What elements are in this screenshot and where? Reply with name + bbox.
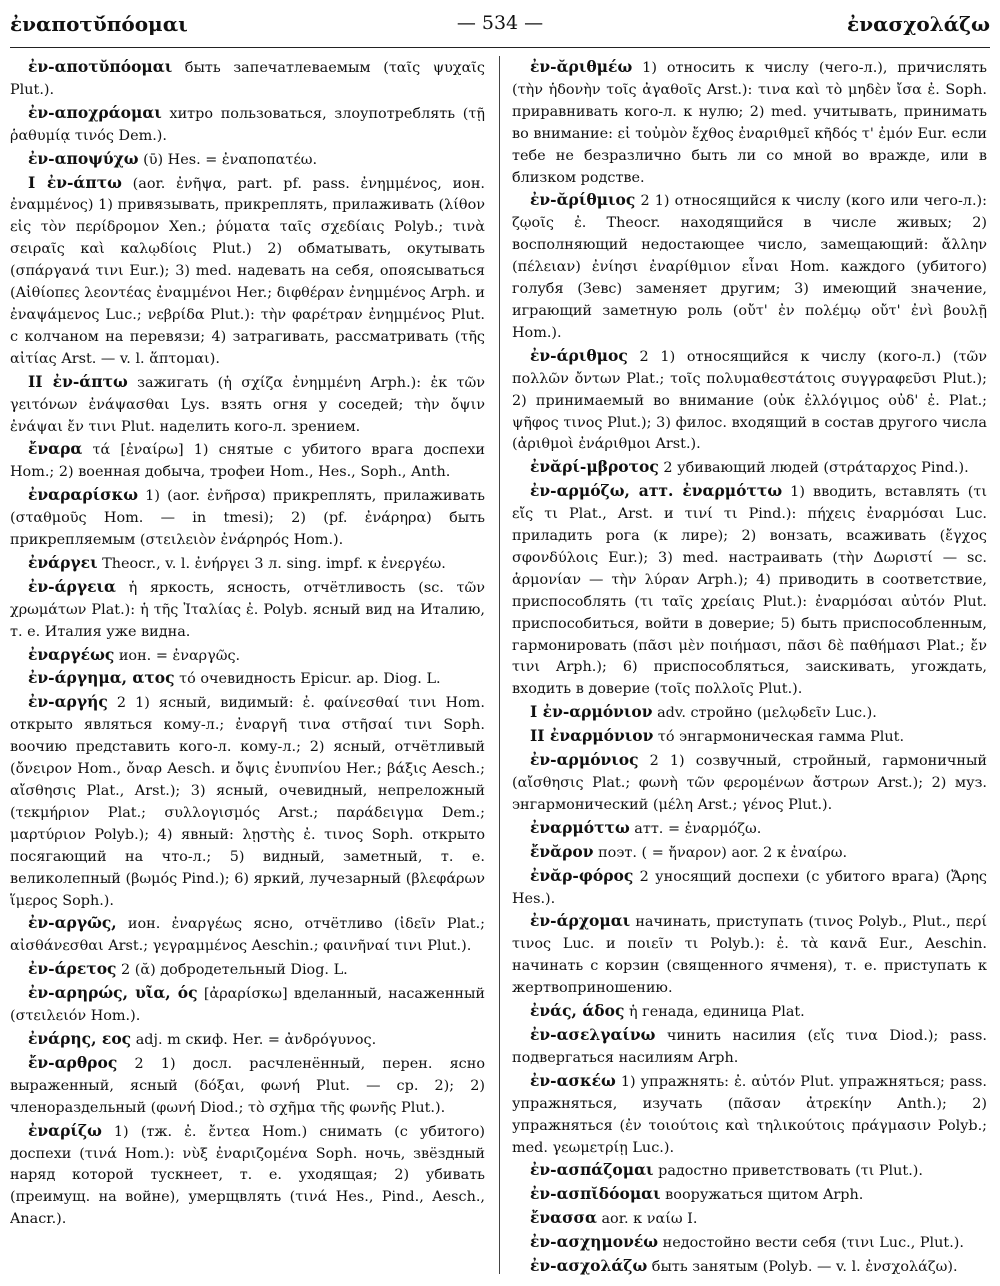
headword: ἐν-ᾰρίθμιος	[530, 190, 636, 210]
definition: радостно приветствовать (τι Plut.).	[653, 1163, 923, 1180]
definition: ион. = ἐναργῶς.	[114, 647, 241, 664]
dictionary-entry	[10, 484, 485, 552]
headword: ἐν-αποψύχω	[28, 148, 139, 168]
header-rule	[10, 47, 990, 48]
header-left-guideword: ἐναποτῠ́πόομαι	[10, 12, 188, 36]
headword: ἐν-αρμόνιος	[530, 750, 639, 770]
dictionary-entry	[512, 345, 987, 457]
dictionary-entry	[10, 56, 485, 102]
headword: ἐν-αποτῠπόομαι	[28, 57, 173, 76]
headword: ἐν-ασκέω	[530, 1070, 616, 1090]
headword: ἐν-άριθμος	[530, 345, 628, 365]
header-right-guideword: ἐνασχολάζω	[847, 12, 990, 36]
dictionary-entry	[512, 865, 987, 911]
dictionary-entry	[10, 576, 485, 644]
dictionary-entry	[512, 1255, 987, 1278]
definition: 2 1) созвучный, стройный, гармоничный (αἴσθησις Plat.; φωνὴ τῶν φερομένων ἄστρων Arst.); 2) муз. энгармонический (μέλη Arst.; γένος Plut.).	[512, 753, 987, 813]
definition: вооружаться щитом Arph.	[660, 1187, 864, 1204]
dictionary-entry	[512, 1207, 987, 1231]
headword: II ἐναρμόνιον	[530, 726, 654, 746]
definition: ион. ἐναργέως ясно, отчётливо (ἰδεῖν Plat.; αἰσθάνεσθαι Arst.; γεγραμμένος Aeschin.; φαινῆναί τινι Plut.).	[10, 916, 485, 955]
right-column	[512, 56, 987, 1278]
headword: II ἐν-άπτω	[28, 371, 128, 391]
headword: ἐναρίζω	[28, 1120, 102, 1140]
dictionary-entry	[512, 1000, 987, 1024]
dictionary-entry	[512, 1024, 987, 1070]
headword: ἐν-ᾰριθμέω	[530, 57, 633, 76]
definition: атт. = ἐναρμόζω.	[629, 820, 762, 837]
headword: ἔνασσα	[530, 1208, 597, 1228]
definition: быть запечатлеваемым (ταῖς ψυχαῖς Plut.).	[10, 60, 485, 98]
definition: 2 1) относящийся к числу (кого или чего-л.): ζῳοῖς ἐ. Theocr. находящийся в числе живых; 2) восполняющий недостающее число, замещающий: ἄλλην (πέλειαν) ἐνίησι ἐναρίθμιον εἶναι Hom. каждого (убитого) голубя (Зевс) заменяет другим; 3) имеющий значение, играющий заметную роль (οὔτ' ἐν πολέμῳ οὔτ' ἐνὶ βουλῇ Hom.).	[512, 193, 987, 341]
headword: ἔν-αρθρος	[28, 1052, 118, 1072]
dictionary-entry	[10, 438, 485, 484]
definition: (aor. ἐνῆψα, part. pf. pass. ἐνημμένος, ион. ἐναμμένος) 1) привязывать, прикреплять, прилаживать (λίθον εἰς τὸν περίδρομον Xen.; ῥύματα ταῖς σχεδίαις Polyb.; τινὰ σειραῖς καὶ καλῳδίοις Plut.) 2) обматывать, окутывать (σπάργανά τινι Eur.); 3) med. надевать на себя, опоясываться (Αἰθίοπες λεοντέας ἐναμμένοι Her.; διφθέραν ἐνημμένος Arph. и ἐναψάμενος Luc.; νεβρίδα Plut.): τὴν φαρέτραν ἐνημμένος Plut. с колчаном на перевязи; 4) затрагивать, рассматривать (τῆς αἰτίας Arst. — v. l. ἅπτομαι).	[10, 175, 485, 367]
definition: (ῡ) Hes. = ἐναποπατέω.	[138, 151, 318, 168]
definition: adj. m скиф. Her. = ἀνδρόγυνος.	[131, 1031, 377, 1048]
headword: ἐν-ασελγαίνω	[530, 1024, 656, 1044]
dictionary-entry	[10, 371, 485, 439]
headword: ἐνάρης, εος	[28, 1028, 132, 1048]
headword: ἐνᾰρί-μβροτος	[530, 457, 659, 477]
dictionary-entry	[10, 667, 485, 691]
dictionary-entry	[10, 982, 485, 1028]
headword: ἐν-αργῶς,	[28, 913, 117, 933]
definition: ἡ генада, единица Plat.	[624, 1004, 805, 1021]
headword: ἐν-αρηρώς, υῖα, ός	[28, 983, 198, 1003]
definition: τά [ἐναίρω] 1) снятые с убитого врага доспехи Hom.; 2) военная добыча, трофеи Hom., Hes., Soph., Anth.	[10, 442, 485, 481]
headword: ἐν-άργεια	[28, 576, 116, 596]
dictionary-entry	[10, 552, 485, 576]
dictionary-entry	[10, 1052, 485, 1120]
headword: ἔνᾰρον	[530, 841, 594, 861]
headword: ἐνάς, άδος	[530, 1001, 625, 1021]
dictionary-entry	[512, 189, 987, 344]
headword: ἐν-άρχομαι	[530, 911, 631, 931]
definition: ἡ яркость, ясность, отчётливость (sc. τῶν χρωμάτων Plat.): ἡ τῆς Ἰταλίας ἐ. Polyb. ясный вид на Италию, т. е. Италия уже видна.	[10, 579, 485, 640]
definition: быть занятым (Polyb. — v. l. ἐνσχολάζω).	[647, 1259, 958, 1276]
headword: ἐναρμόττω	[530, 817, 630, 837]
dictionary-entry	[10, 691, 485, 912]
dictionary-entry	[512, 480, 987, 701]
definition: τό энгармоническая гамма Plut.	[653, 729, 905, 746]
dictionary-entry	[512, 725, 987, 749]
headword: ἐνᾰρ-φόρος	[530, 865, 634, 885]
headword: ἐν-άργημα, ατος	[28, 668, 175, 688]
page-number: — 534 —	[456, 12, 544, 34]
definition: 2 1) ясный, видимый: ἐ. φαίνεσθαί τινι Hom. открыто являться кому-л.; ἐναργῆ τινα στῆσαί τινι Soph. воочию представить кого-л. кому-л.; 2) ясный, отчётливый (ὄνειρον Hom., ὄναρ Aesch. и ὄψις ἐνυπνίου Her.; βάξις Aesch.; αἴσθησις Plat., Arst.); 3) ясный, очевидный, непреложный (τεκμήριον Plat.; συλλογισμός Arst.; παράδειγμα Dem.; μαρτύριον Polyb.); 4) явный: λῃστὴς ἐ. τινος Soph. открыто посягающий на что-л.; 5) видный, заметный, т. е. великолепный (βωμός Pind.); 6) яркий, лучезарный (βλεφάρων ἵμερος Soph.).	[10, 695, 485, 909]
definition: τό очевидность Epicur. ap. Diog. L.	[174, 671, 441, 688]
headword: I ἐν-αρμόνιον	[530, 702, 653, 722]
page-header	[10, 12, 990, 42]
headword: ἐν-ασπῐδόομαι	[530, 1184, 661, 1204]
definition: 1) вводить, вставлять (τι εἴς τι Plat., Arst. и τινί τι Pind.): πήχεις ἐναρμόσαι Luc. приладить рога (к лире); 2) вонзать, всаживать (ἔγχος σφονδύλοις Eur.); 3) med. настраивать (τὴν Δωριστί — sc. ἁρμονίαν — τὴν λύραν Arph.); 4) приводить в соответствие, приспособлять (τι ταῖς χρείαις Plut.): ἐναρμόσαι αὐτόν Plut. приспособиться, войти в доверие; 5) быть приспособленным, гармонировать (πᾶσι μὲν ποιήμασι, πᾶσι δὲ παθήμασι Plat.; ἔν τινι Arph.); 6) приспособляться, заискивать, угождать, входить в доверие (τοῖς πολλοῖς Plut.).	[512, 484, 987, 698]
definition: aor. к ναίω I.	[596, 1211, 698, 1228]
dictionary-entry	[512, 910, 987, 1000]
dictionary-entry	[512, 1070, 987, 1160]
dictionary-entry	[10, 148, 485, 172]
definition: 1) относить к числу (чего-л.), причислять (τὴν ἡδονὴν τοῖς ἀγαθοῖς Arst.): τινα καὶ τὸ μηδὲν ἴσα ἐ. Soph. приравнивать кого-л. к нулю; 2) med. учитывать, принимать во внимание: εἰ τοὐμὸν ἔχθος ἐναριθμεῖ κῆδός τ' ἐμόν Eur. если тебе не безразлично быть ли со мной во вражде, или в близком родстве.	[512, 60, 987, 186]
dictionary-entry	[10, 1028, 485, 1052]
left-column	[10, 56, 485, 1278]
headword: ἐναργέως	[28, 644, 115, 664]
headword: ἔναρα	[28, 439, 83, 459]
dictionary-entry	[10, 958, 485, 982]
dictionary-entry	[10, 102, 485, 148]
definition: недостойно вести себя (τινι Luc., Plut.).	[658, 1235, 964, 1252]
definition: чинить насилия (εἴς τινα Diod.); pass. подвергаться насилиям Arph.	[512, 1027, 987, 1066]
dictionary-entry	[512, 749, 987, 817]
definition: 2 (ᾰ) добродетельный Diog. L.	[116, 962, 348, 979]
dictionary-entry	[10, 912, 485, 958]
definition: 2 1) относящийся к числу (кого-л.) (τῶν πολλῶν ὄντων Plat.; τοῖς πολυμαθεστάτοις συγγραφεῦσι Plut.); 2) принимаемый во внимание (οὐκ ἐλλόγιμος οὐδ' ἐ. Plat.; ψῆφος τινος Plut.); 3) филос. входящий в состав другого числа (ἀριθμοὶ ἐνάριθμοι Arst.).	[512, 348, 987, 453]
dictionary-entry	[10, 644, 485, 668]
dictionary-entry	[512, 1183, 987, 1207]
headword: I ἐν-άπτω	[28, 172, 122, 192]
definition: Theocr., v. l. ἐνήργει 3 л. sing. impf. к ἐνεργέω.	[97, 555, 446, 572]
headword: ἐν-άρετος	[28, 959, 117, 979]
definition: 2 убивающий людей (στράταρχος Pind.).	[658, 460, 969, 477]
dictionary-entry	[512, 56, 987, 189]
column-divider	[499, 56, 500, 1274]
definition: adv. стройно (μελῳδεῖν Luc.).	[652, 705, 877, 722]
headword: ἐν-ασχημονέω	[530, 1232, 659, 1252]
definition: поэт. ( = ἤναρον) aor. 2 к ἐναίρω.	[593, 844, 848, 861]
headword: ἐν-ασπάζομαι	[530, 1160, 654, 1180]
dictionary-entry	[512, 817, 987, 841]
definition: [ἀραρίσκω] вделанный, насаженный (στειλειόν Hom.).	[10, 986, 485, 1025]
dictionary-entry	[512, 1231, 987, 1255]
definition: 1) (aor. ἐνῆρσα) прикреплять, прилаживать (σταθμοῦς Hom. — in tmesi); 2) (pf. ἐνάρηρα) быть прикрепляемым (στειλειὸν ἐνάρηρός Hom.).	[10, 488, 485, 549]
headword: ἐν-αργής	[28, 692, 108, 712]
headword: ἐν-αρμόζω, атт. ἐναρμόττω	[530, 481, 783, 501]
definition: начинать, приступать (τινος Polyb., Plut., περί τινος Luc. и ποιεῖν τι Polyb.): ἐ. τὰ κανᾶ Eur., Aeschin. начинать с корзин (священного ячменя), т. е. приступать к жертвоприношению.	[512, 914, 987, 997]
definition: 1) (тж. ἐ. ἔντεα Hom.) снимать (с убитого) доспехи (τινά Hom.): νὺξ ἐναριζομένα Soph. ночь, звёздный наряд которой тускнеет, т. е. уходящая; 2) убивать (преимущ. на войне), умерщвлять (τινά Hes., Pind., Aesch., Anacr.).	[10, 1123, 485, 1228]
dictionary-entry	[10, 1120, 485, 1232]
dictionary-entry	[512, 701, 987, 725]
definition: 2 уносящий доспехи (с убитого врага) (Ἄρης Hes.).	[512, 868, 987, 907]
headword: ἐν-ασχολάζω	[530, 1256, 648, 1276]
dictionary-entry	[512, 456, 987, 480]
dictionary-entry	[512, 1159, 987, 1183]
definition: 1) упражнять: ἐ. αὑτόν Plut. упражняться; pass. упражняться, изучать (πᾶσαν ἀτρεκίην Anth.); 2) упражняться (ἐν τοιούτοις καὶ τηλικούτοις πράγμασιν Polyb.; med. γεωμετρίῃ Luc.).	[512, 1073, 987, 1156]
definition: 2 1) досл. расчленённый, перен. ясно выраженный, ясный (δόξαι, φωνή Plut. — ср. 2); 2) членораздельный (φωνή Diod.; τὸ σχῆμα τῆς φωνῆς Plut.).	[10, 1055, 485, 1116]
headword: ἐναραρίσκω	[28, 485, 138, 505]
headword: ἐν-αποχράομαι	[28, 102, 162, 122]
definition: хитро пользоваться, злоупотреблять (τῇ ῥαθυμίᾳ τινός Dem.).	[10, 105, 485, 144]
dictionary-entry	[512, 841, 987, 865]
definition: зажигать (ἡ σχίζα ἐνημμένη Arph.): ἐκ τῶν γειτόνων ἐνάψασθαι Lys. взять огня у соседей; τὴν ὄψιν ἐνάψαι ἔν τινι Plut. наделить кого-л. зрением.	[10, 374, 485, 435]
dictionary-entry	[10, 172, 485, 371]
headword: ἐνάργει	[28, 552, 98, 572]
